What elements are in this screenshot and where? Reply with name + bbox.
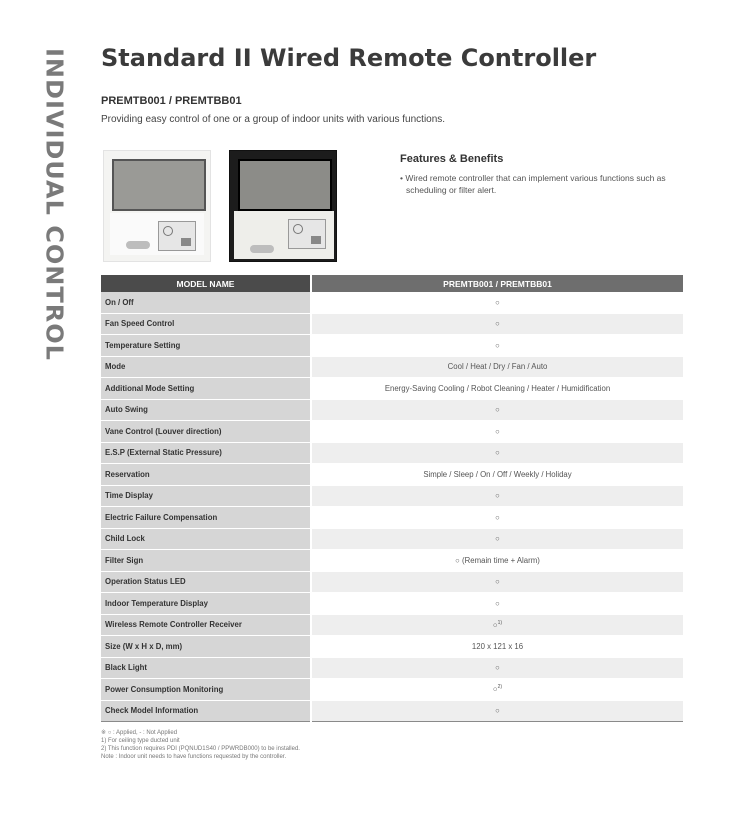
table-row [101, 550, 683, 572]
feature-value-cell [311, 700, 683, 722]
feature-name-cell: Wireless Remote Controller Receiver [101, 614, 311, 636]
lg-logo-mark [250, 245, 274, 253]
feature-name-cell: Mode [101, 356, 311, 378]
feature-name-cell: Indoor Temperature Display [101, 593, 311, 615]
feature-value-cell [311, 614, 683, 636]
controller-buttons [288, 219, 326, 249]
controller-display [112, 159, 206, 211]
black-controller-photo [229, 150, 337, 262]
feature-value: Cool / Heat / Dry / Fan / Auto [447, 362, 548, 372]
feature-value: ○ (Remain time + Alarm) [455, 555, 540, 565]
feature-name-cell: Time Display [101, 485, 311, 507]
table-row [101, 442, 683, 464]
controller-buttons [158, 221, 196, 251]
table-row [101, 356, 683, 378]
table-row [101, 464, 683, 486]
feature-name-cell: Check Model Information [101, 700, 311, 722]
footnote: 2) This function requires PDI (PQNUD1S40 / PPWRDB000) to be installed. [101, 746, 300, 752]
table-row [101, 679, 683, 701]
feature-name-cell: E.S.P (External Static Pressure) [101, 442, 311, 464]
footnote: ※ ○ : Applied, - : Not Applied [101, 730, 178, 736]
feature-value: ○ [495, 534, 500, 544]
feature-value-cell [311, 679, 683, 701]
feature-name-cell: Size (W x H x D, mm) [101, 636, 311, 658]
feature-value: ○ [495, 491, 500, 501]
feature-value-cell [311, 507, 683, 529]
product-tagline: Providing easy control of one or a group of indoor units with various functions. [101, 114, 446, 125]
page-title: Standard II Wired Remote Controller [101, 44, 597, 72]
table-row [101, 399, 683, 421]
feature-value: ○ [495, 297, 500, 307]
feature-name-cell: Child Lock [101, 528, 311, 550]
footnotes [101, 729, 300, 761]
table-row [101, 528, 683, 550]
model-code: PREMTB001 / PREMTBB01 [101, 95, 242, 107]
feature-value: Energy-Saving Cooling / Robot Cleaning / Heater / Humidification [384, 383, 611, 393]
feature-value: ○ [495, 706, 500, 716]
table-row [101, 335, 683, 357]
footnote: Note : Indoor unit needs to have functions requested by the controller. [101, 754, 287, 760]
feature-value-cell [311, 528, 683, 550]
feature-name-cell: On / Off [101, 292, 311, 313]
controller-display [238, 159, 332, 211]
controller-lower-panel [110, 213, 204, 255]
table-header-row [101, 275, 683, 292]
spec-table [101, 275, 683, 722]
feature-value: ○ [495, 663, 500, 673]
feature-value-cell [311, 356, 683, 378]
feature-value-cell [311, 571, 683, 593]
feature-value: ○ [495, 426, 500, 436]
table-row [101, 313, 683, 335]
feature-name-cell: Electric Failure Compensation [101, 507, 311, 529]
table-row [101, 700, 683, 722]
feature-name-cell: Temperature Setting [101, 335, 311, 357]
feature-value: 120 x 121 x 16 [471, 641, 524, 651]
feature-value: Simple / Sleep / On / Off / Weekly / Holiday [423, 469, 572, 479]
feature-name-cell: Reservation [101, 464, 311, 486]
feature-name-cell: Additional Mode Setting [101, 378, 311, 400]
feature-value: ○ [495, 319, 500, 329]
feature-value-cell [311, 593, 683, 615]
feature-value-cell [311, 442, 683, 464]
table-row [101, 593, 683, 615]
table-row [101, 571, 683, 593]
feature-value: ○ [492, 685, 498, 695]
feature-value: ○ [492, 620, 498, 630]
feature-value-cell [311, 399, 683, 421]
feature-value-cell [311, 378, 683, 400]
header-model-code: PREMTB001 / PREMTBB01 [311, 275, 683, 292]
feature-value-cell [311, 485, 683, 507]
table-row [101, 378, 683, 400]
features-list [400, 172, 685, 196]
white-controller-photo [103, 150, 211, 262]
controller-lower-panel [234, 211, 334, 259]
table-row [101, 636, 683, 658]
feature-value: ○ [495, 512, 500, 522]
feature-value-cell [311, 657, 683, 679]
feature-value: ○ [495, 598, 500, 608]
feature-name-cell: Vane Control (Louver direction) [101, 421, 311, 443]
feature-value: ○ [495, 577, 500, 587]
table-row [101, 507, 683, 529]
spec-table-body [101, 292, 683, 722]
table-row [101, 614, 683, 636]
feature-name-cell: Operation Status LED [101, 571, 311, 593]
feature-value-cell [311, 636, 683, 658]
features-title: Features & Benefits [400, 153, 504, 165]
footnote-ref: 1) [497, 619, 503, 626]
feature-value-cell [311, 335, 683, 357]
footnote: 1) For ceiling type ducted unit [101, 738, 180, 744]
feature-name-cell: Fan Speed Control [101, 313, 311, 335]
feature-name-cell: Filter Sign [101, 550, 311, 572]
feature-value: ○ [495, 340, 500, 350]
table-row [101, 421, 683, 443]
feature-item: • Wired remote controller that can implement various functions such as scheduling or filter alert. [400, 172, 685, 196]
footnote-ref: 2) [497, 684, 503, 691]
feature-value-cell [311, 292, 683, 313]
feature-value-cell [311, 550, 683, 572]
feature-name-cell: Power Consumption Monitoring [101, 679, 311, 701]
feature-value-cell [311, 421, 683, 443]
feature-value: ○ [495, 448, 500, 458]
feature-value: ○ [495, 405, 500, 415]
table-row [101, 657, 683, 679]
feature-name-cell: Auto Swing [101, 399, 311, 421]
table-row [101, 292, 683, 313]
feature-value-cell [311, 313, 683, 335]
header-model-name: MODEL NAME [101, 275, 311, 292]
feature-value-cell [311, 464, 683, 486]
lg-logo-mark [126, 241, 150, 249]
table-row [101, 485, 683, 507]
section-side-label: INDIVIDUAL CONTROL [40, 48, 68, 361]
feature-name-cell: Black Light [101, 657, 311, 679]
